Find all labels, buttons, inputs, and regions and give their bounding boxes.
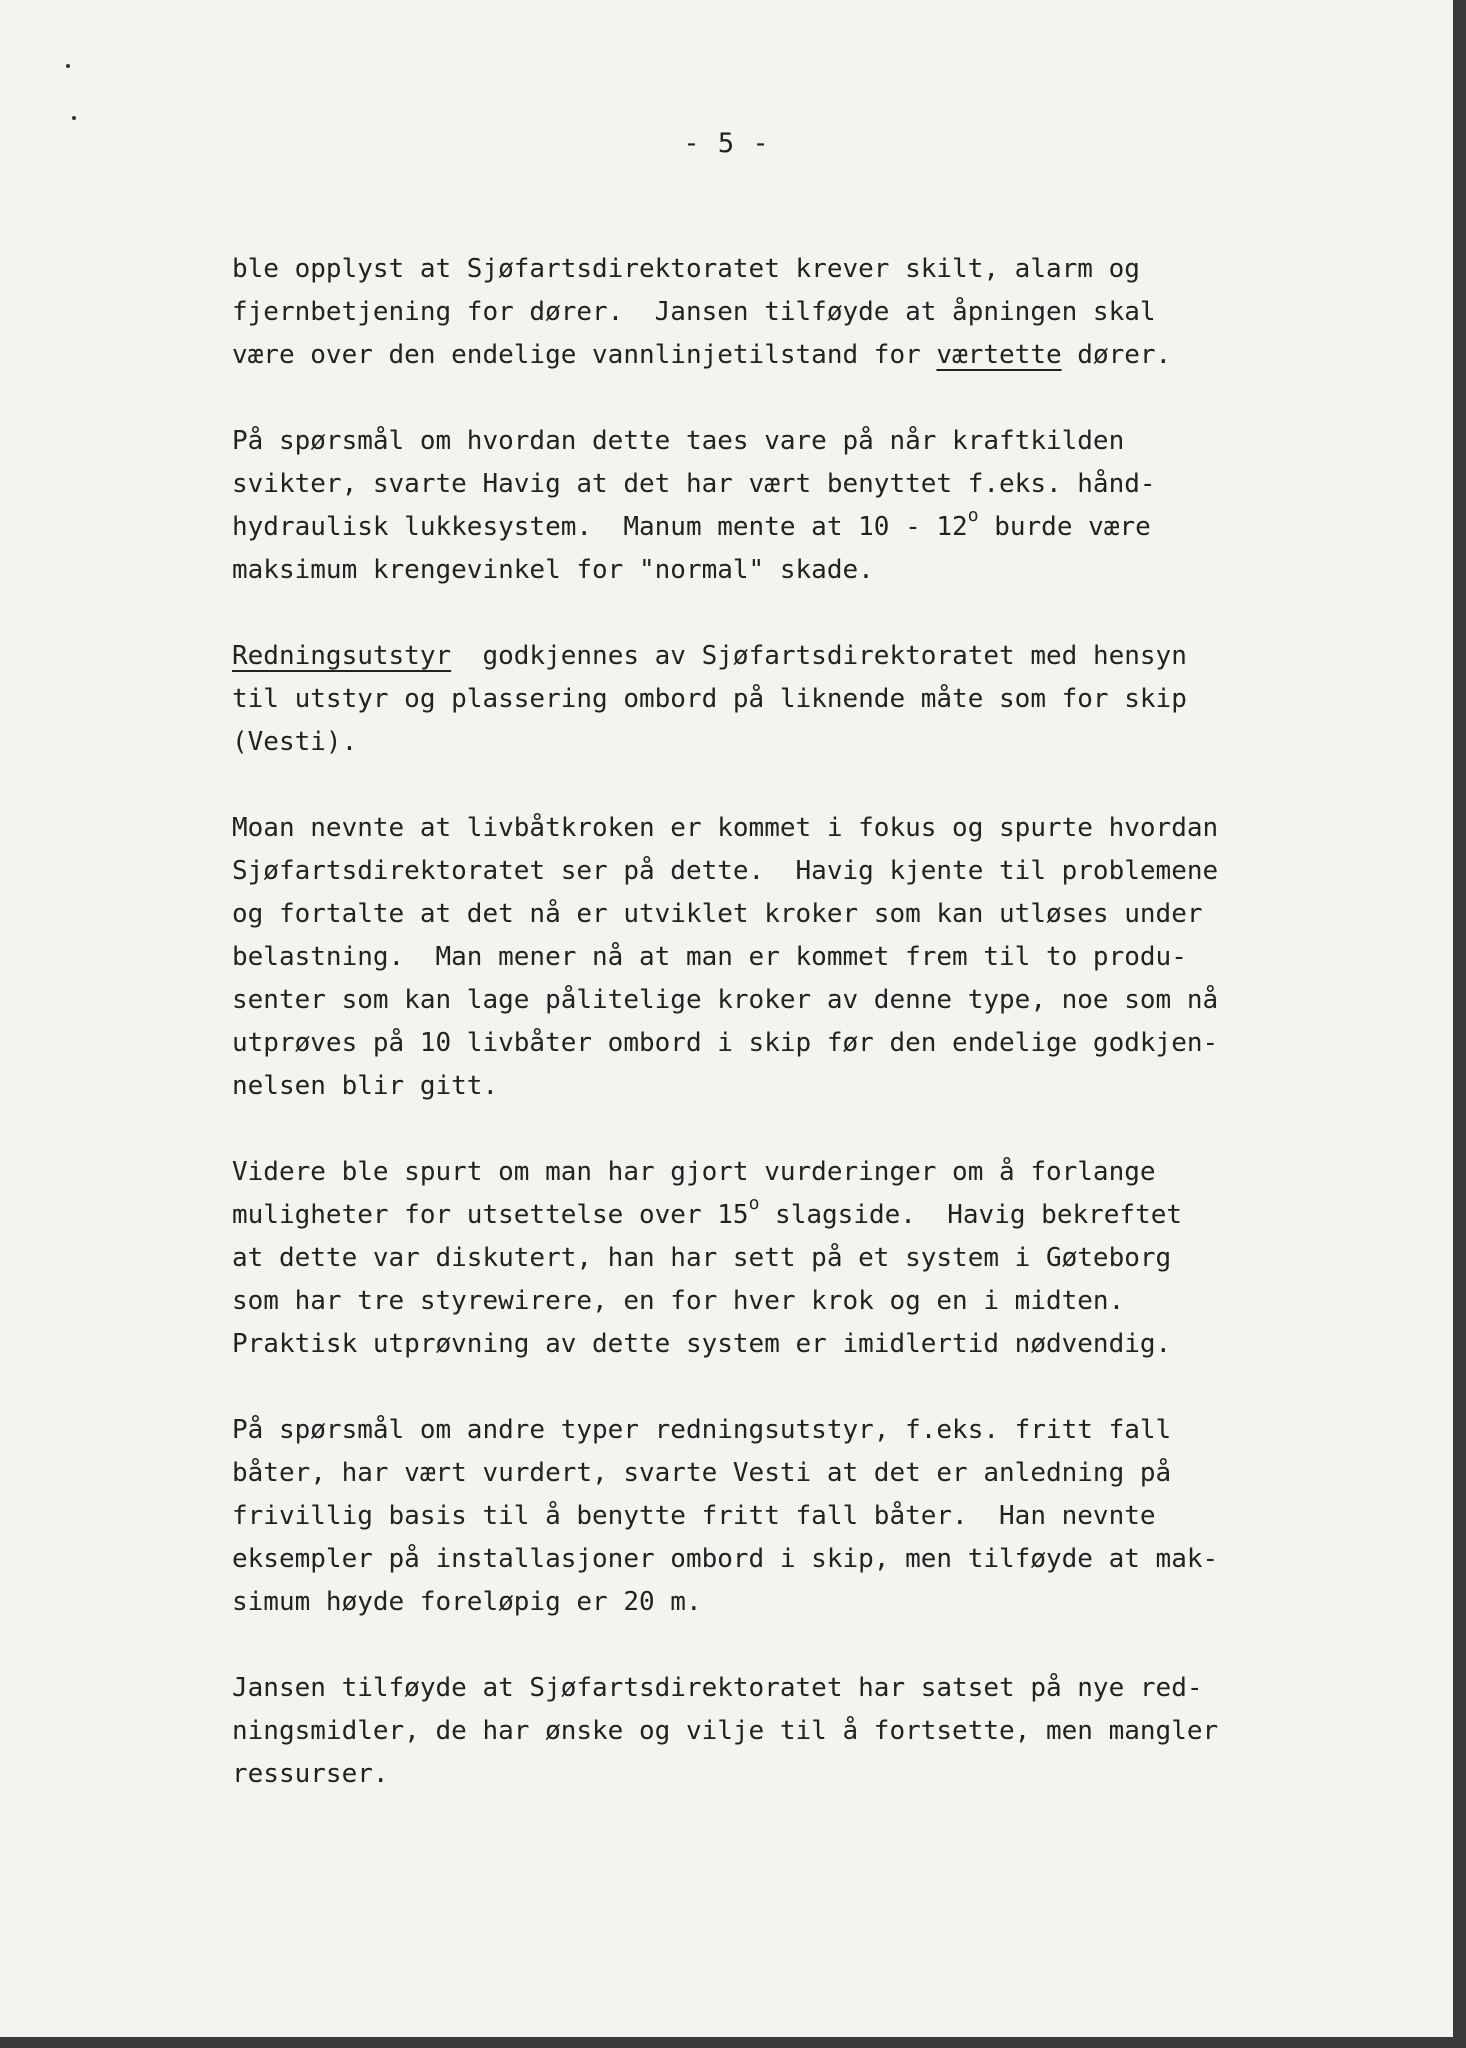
text-segment: eksempler på installasjoner ombord i skip, men tilføyde at mak- (232, 1544, 1219, 1574)
text-segment: båter, har vært vurdert, svarte Vesti at det er anledning på (232, 1458, 1172, 1488)
scan-speck (66, 64, 70, 68)
text-segment: til utstyr og plassering ombord på liknende måte som for skip (232, 684, 1187, 714)
text-segment: maksimum krengevinkel for "normal" skade. (232, 555, 874, 585)
text-line (232, 807, 1352, 850)
scan-speck (72, 116, 76, 120)
text-segment: som har tre styrewirere, en for hver krok og en i midten. (232, 1286, 1125, 1316)
text-line (232, 635, 1352, 678)
text-line (232, 1538, 1352, 1581)
text-line (232, 1753, 1352, 1796)
text-line (232, 420, 1352, 463)
text-segment: nelsen blir gitt. (232, 1071, 499, 1101)
paragraph (232, 1409, 1352, 1624)
text-line (232, 248, 1352, 291)
text-segment: senter som kan lage pålitelige kroker av denne type, noe som nå (232, 985, 1219, 1015)
paragraph (232, 635, 1352, 764)
text-segment: På spørsmål om andre typer redningsutstyr, f.eks. fritt fall (232, 1415, 1172, 1445)
document-body (232, 248, 1352, 1839)
text-line (232, 1409, 1352, 1452)
text-segment: at dette var diskutert, han har sett på et system i Gøteborg (232, 1243, 1172, 1273)
underlined-text: værtette (936, 340, 1062, 370)
text-line (232, 549, 1352, 592)
text-segment: simum høyde foreløpig er 20 m. (232, 1587, 702, 1617)
text-segment: (Vesti). (232, 727, 358, 757)
text-line (232, 463, 1352, 506)
text-line (232, 1323, 1352, 1366)
text-segment: være over den endelige vannlinjetilstand for (232, 340, 937, 370)
text-line (232, 291, 1352, 334)
paragraph (232, 1151, 1352, 1366)
text-segment: godkjennes av Sjøfartsdirektoratet med hensyn (451, 641, 1187, 671)
text-line (232, 1280, 1352, 1323)
text-line (232, 1194, 1352, 1237)
degree-superscript: o (967, 505, 979, 526)
text-segment: ningsmidler, de har ønske og vilje til å fortsette, men mangler (232, 1716, 1219, 1746)
text-line (232, 1710, 1352, 1753)
degree-superscript: o (748, 1193, 760, 1214)
text-segment: Jansen tilføyde at Sjøfartsdirektoratet har satset på nye red- (232, 1673, 1203, 1703)
text-line (232, 334, 1352, 377)
text-segment: Moan nevnte at livbåtkroken er kommet i fokus og spurte hvordan (232, 813, 1219, 843)
text-line (232, 1667, 1352, 1710)
text-segment: Videre ble spurt om man har gjort vurderinger om å forlange (232, 1157, 1156, 1187)
text-line (232, 1022, 1352, 1065)
text-segment: belastning. Man mener nå at man er kommet frem til to produ- (232, 942, 1187, 972)
text-segment: og fortalte at det nå er utviklet kroker som kan utløses under (232, 899, 1203, 929)
paragraph (232, 1667, 1352, 1796)
text-segment: dører. (1061, 340, 1172, 370)
text-line (232, 1065, 1352, 1108)
paragraph (232, 807, 1352, 1108)
text-segment: hydraulisk lukkesystem. Manum mente at 10 - 12 (232, 512, 968, 542)
text-segment: ble opplyst at Sjøfartsdirektoratet krever skilt, alarm og (232, 254, 1140, 284)
text-line (232, 850, 1352, 893)
text-segment: På spørsmål om hvordan dette taes vare på når kraftkilden (232, 426, 1125, 456)
text-line (232, 1495, 1352, 1538)
paragraph (232, 248, 1352, 377)
text-line (232, 979, 1352, 1022)
text-segment: muligheter for utsettelse over 15 (232, 1200, 749, 1230)
text-segment: fjernbetjening for dører. Jansen tilføyde at åpningen skal (232, 297, 1156, 327)
text-segment: frivillig basis til å benytte fritt fall båter. Han nevnte (232, 1501, 1156, 1531)
text-segment: svikter, svarte Havig at det har vært benyttet f.eks. hånd- (232, 469, 1156, 499)
text-segment: ressurser. (232, 1759, 389, 1789)
text-segment: slagside. Havig bekreftet (759, 1200, 1183, 1230)
text-segment: utprøves på 10 livbåter ombord i skip før den endelige godkjen- (232, 1028, 1219, 1058)
text-line (232, 1581, 1352, 1624)
page-number: - 5 - (683, 128, 770, 159)
text-segment: Sjøfartsdirektoratet ser på dette. Havig kjente til problemene (232, 856, 1219, 886)
text-segment: Praktisk utprøvning av dette system er imidlertid nødvendig. (232, 1329, 1172, 1359)
text-line (232, 678, 1352, 721)
text-line (232, 893, 1352, 936)
text-line (232, 1452, 1352, 1495)
text-line (232, 506, 1352, 549)
text-line (232, 936, 1352, 979)
paragraph (232, 420, 1352, 592)
underlined-text: Redningsutstyr (232, 641, 452, 671)
text-segment: burde være (978, 512, 1151, 542)
text-line (232, 1151, 1352, 1194)
text-line (232, 1237, 1352, 1280)
text-line (232, 721, 1352, 764)
